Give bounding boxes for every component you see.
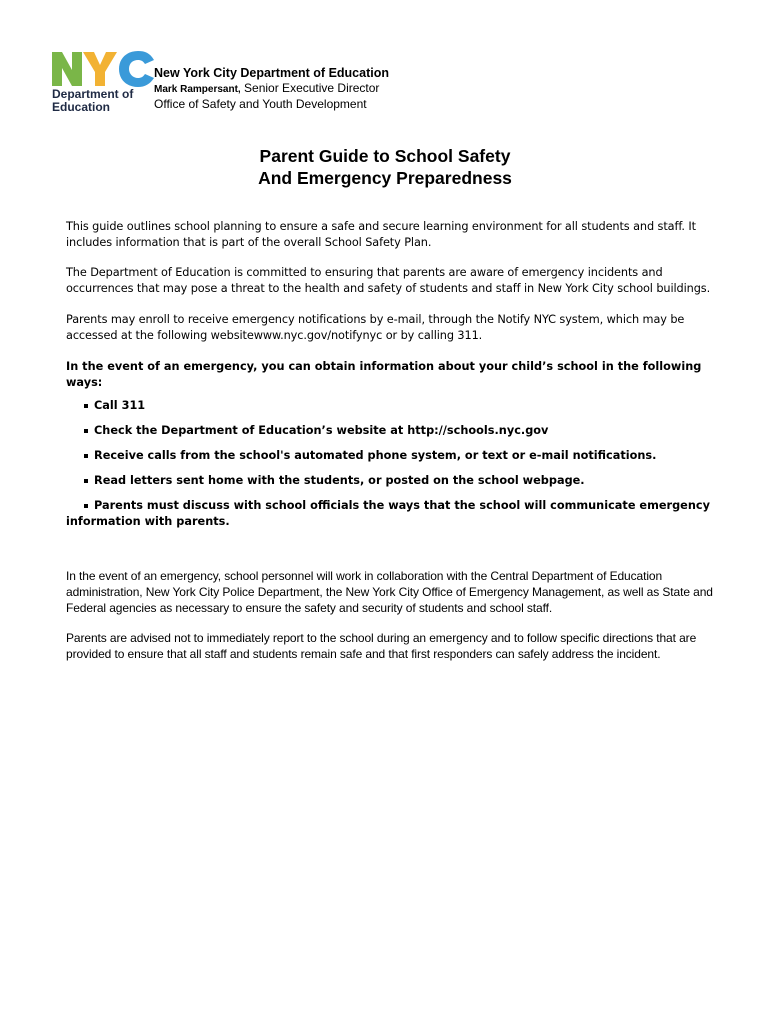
list-item — [66, 473, 726, 489]
list-item — [66, 423, 726, 439]
letterhead — [154, 65, 389, 112]
emergency-info-heading: In the event of an emergency, you can obtain information about your child’s school in the following ways: — [66, 360, 702, 389]
bullet-icon — [84, 454, 88, 458]
bullet-icon — [84, 479, 88, 483]
logo-line-1: Department of — [52, 87, 134, 101]
logo-line-2: Education — [52, 100, 111, 114]
title-line-2: And Emergency Preparedness — [258, 168, 512, 188]
list-item-text: Receive calls from the school's automated phone system, or text or e-mail notifications. — [94, 449, 657, 462]
list-item-text: Read letters sent home with the students, or posted on the school webpage. — [94, 474, 585, 487]
list-item-text: Parents must discuss with school officials the ways that the school will communicate emergency information with parents. — [66, 499, 710, 528]
person-title: Senior Executive Director — [240, 81, 380, 95]
person-name: Mark Rampersant, — [154, 84, 241, 95]
person-line — [154, 81, 389, 97]
list-item — [66, 498, 726, 530]
logo-subtitle — [52, 88, 152, 114]
advice-paragraph: Parents are advised not to immediately report to the school during an emergency and to follow specific directions that are provided to ensure that all staff and students remain safe and that first responders can safely address the incident. — [66, 631, 697, 661]
emergency-info-list — [66, 398, 726, 539]
title-line-1: Parent Guide to School Safety — [259, 146, 511, 166]
list-item — [66, 398, 726, 414]
collaboration-paragraph: In the event of an emergency, school personnel will work in collaboration with the Central Department of Education administration, New York City Police Department, the New York City Office of Emergency Management, as well as State and Federal agencies as necessary to ensure the safety and security of students and school staff. — [66, 569, 713, 615]
bullet-icon — [84, 404, 88, 408]
bullet-icon — [84, 429, 88, 433]
list-item-text: Check the Department of Education’s website at http://schools.nyc.gov — [94, 424, 549, 437]
list-item — [66, 448, 726, 464]
list-item-text: Call 311 — [94, 399, 146, 412]
intro-paragraph: This guide outlines school planning to ensure a safe and secure learning environment for all students and staff. It includes information that is part of the overall School Safety Plan. — [66, 220, 696, 249]
office-name: Office of Safety and Youth Development — [154, 97, 367, 111]
org-name: New York City Department of Education — [154, 66, 389, 80]
page-title — [0, 145, 770, 189]
nyc-logo-icon — [50, 48, 158, 88]
commitment-paragraph: The Department of Education is committed to ensuring that parents are aware of emergency incidents and occurrences that may pose a threat to the health and safety of students and staff in New York City school buildings. — [66, 266, 711, 295]
notify-paragraph: Parents may enroll to receive emergency notifications by e-mail, through the Notify NYC system, which may be accessed at the following websitewww.nyc.gov/notifynyc or by calling 311. — [66, 313, 685, 342]
bullet-icon — [84, 504, 88, 508]
